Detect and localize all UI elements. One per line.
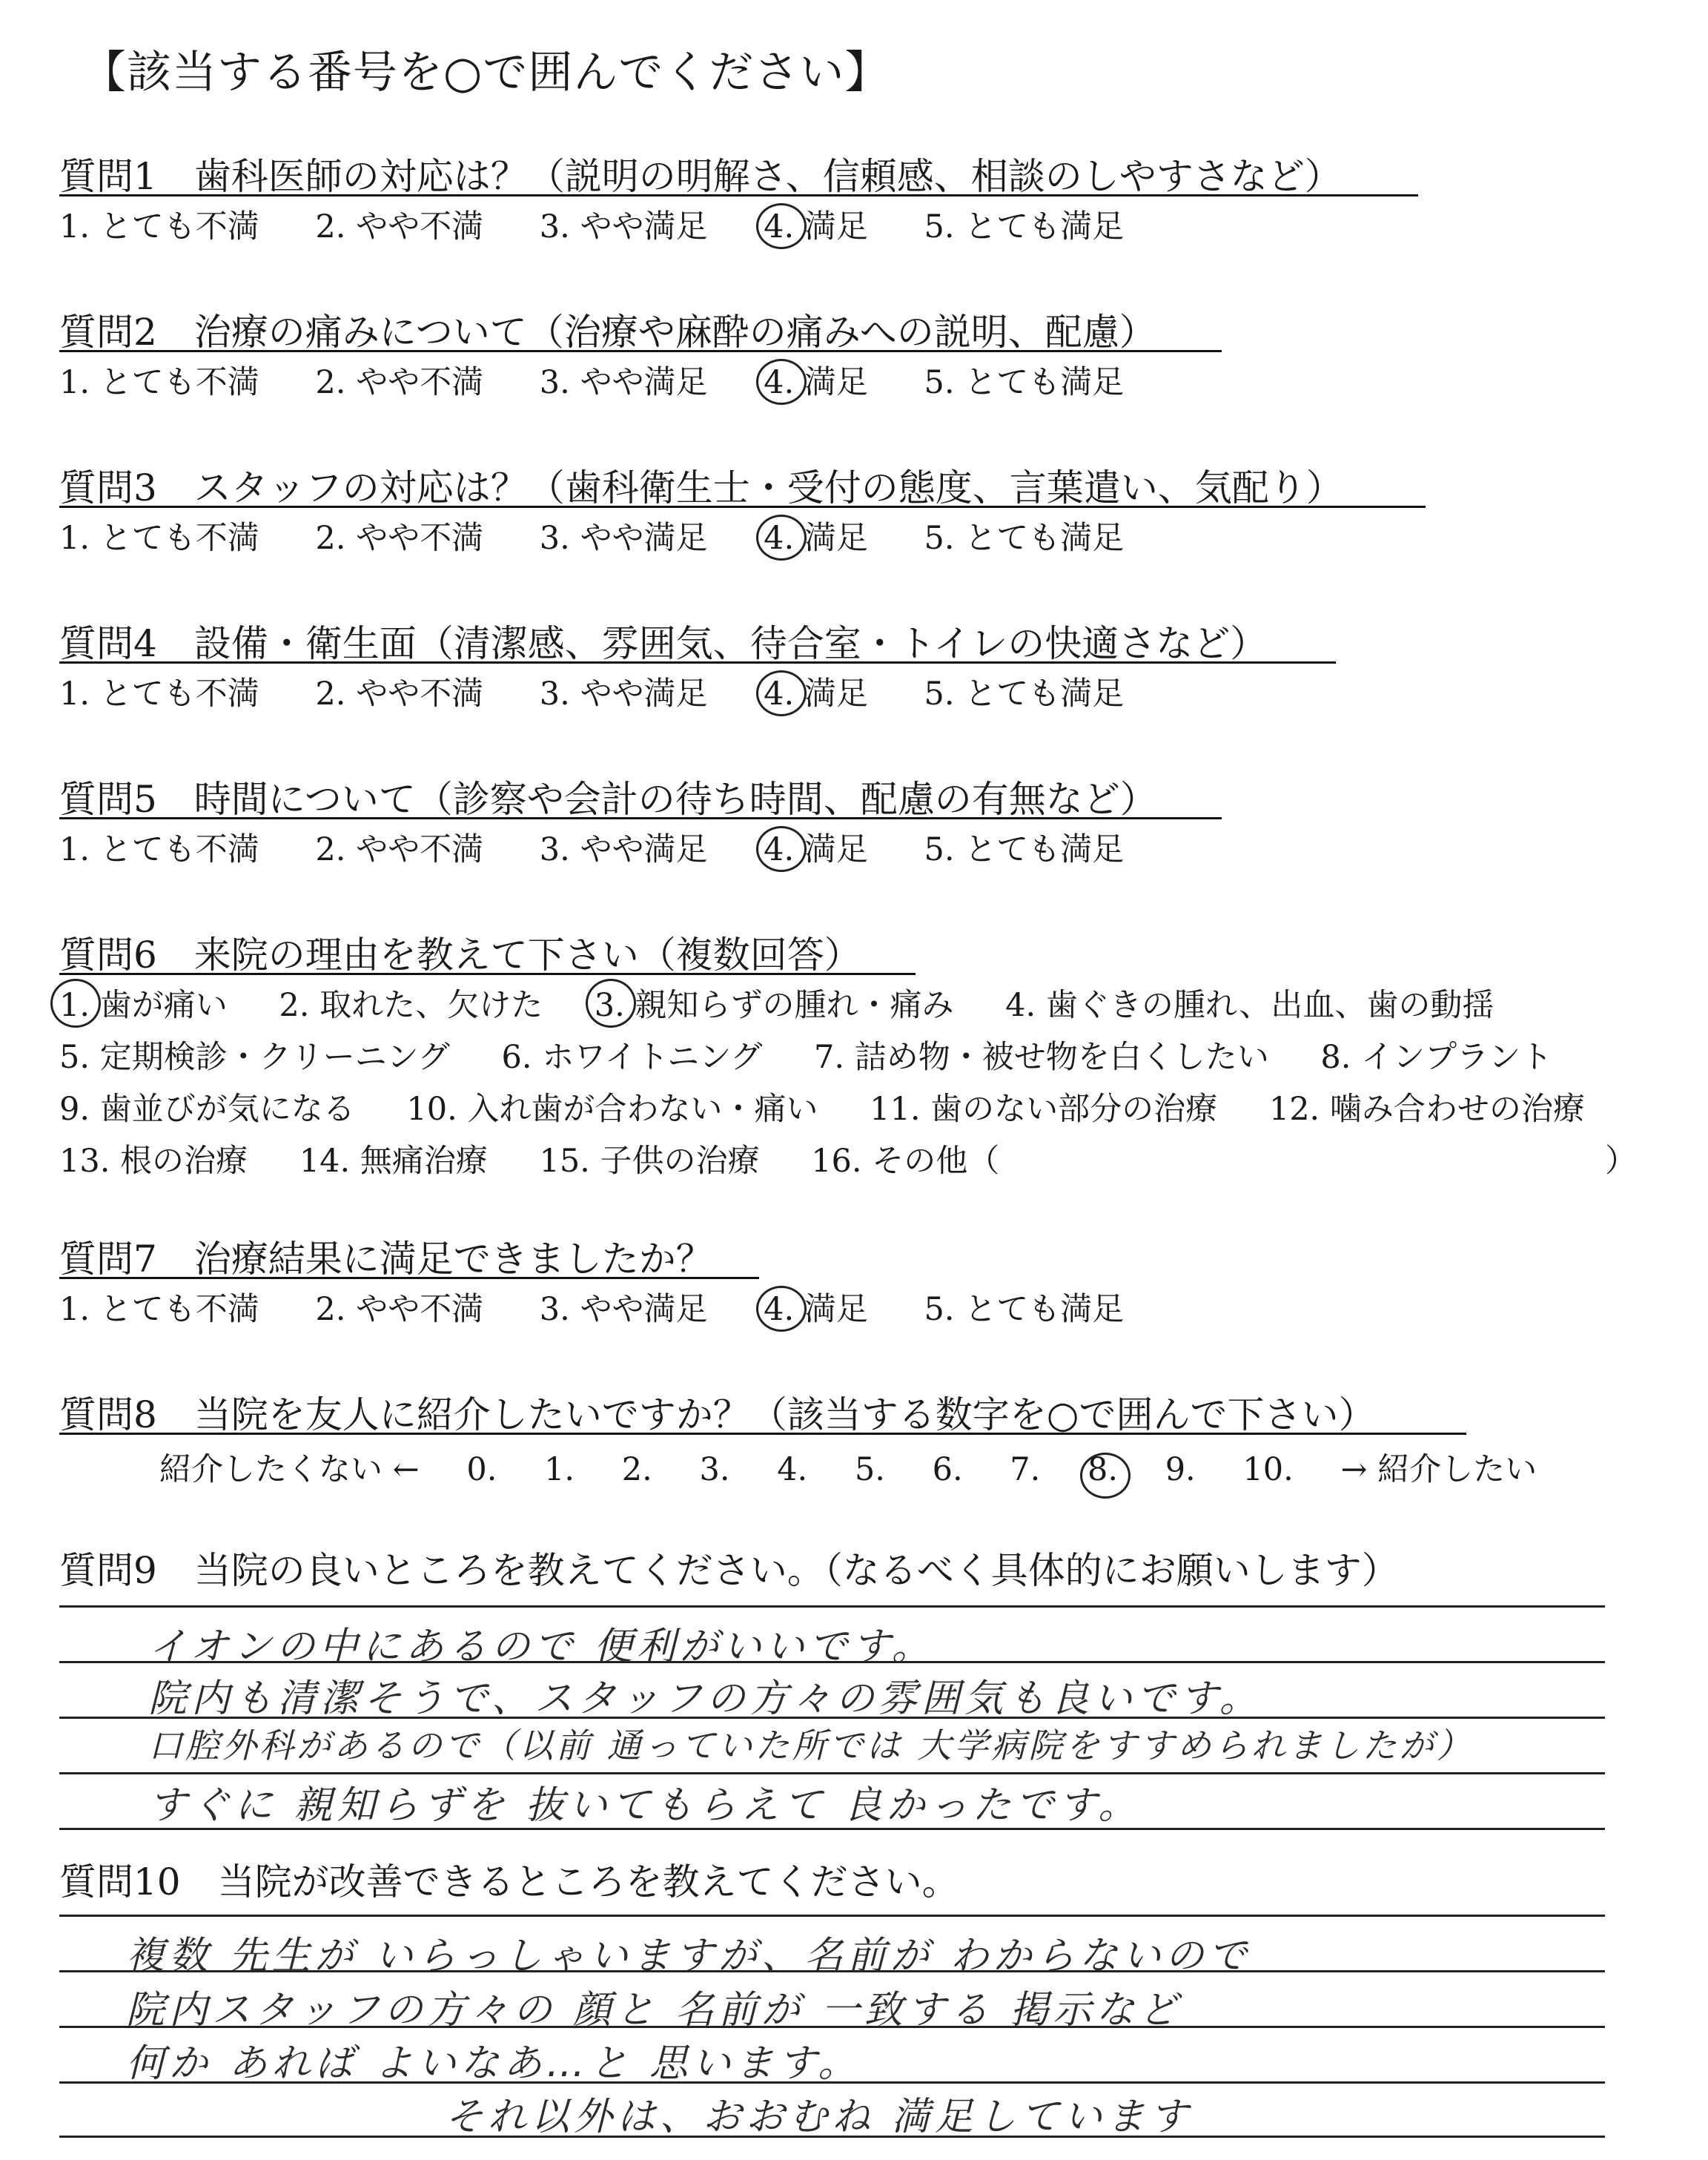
- question-6-underline: [59, 973, 916, 975]
- q7-option-4-circled[interactable]: 4. 満足: [764, 1284, 868, 1330]
- q1-option-1[interactable]: 1. とても不満: [59, 208, 259, 245]
- q9-answer-4: すぐに 親知らずを 抜いてもらえて 良かったです。: [148, 1783, 1142, 1828]
- q6-option-3-circled[interactable]: 3. 親知らずの腫れ・痛み: [595, 980, 954, 1025]
- q8-option-1[interactable]: 1.: [544, 1451, 575, 1488]
- q3-option-4-circled[interactable]: 4. 満足: [764, 513, 868, 558]
- q6-option-14[interactable]: 14. 無痛治療: [299, 1143, 488, 1180]
- q6-row-1: [59, 980, 1535, 1025]
- q3-option-3[interactable]: 3. やや満足: [539, 520, 708, 557]
- q6-option-13[interactable]: 13. 根の治療: [59, 1143, 248, 1180]
- q6-option-15[interactable]: 15. 子供の治療: [539, 1143, 760, 1180]
- q10-answer-line-1: [59, 1915, 1605, 1917]
- q6-row-2: [59, 1032, 1594, 1077]
- question-3-underline: [59, 506, 1426, 508]
- question-8-underline: [59, 1433, 1466, 1435]
- q10-answer-3: 何か あれば よいなあ…と 思います。: [126, 2041, 861, 2086]
- q9-answer-line-1: [59, 1605, 1605, 1608]
- q6-option-5[interactable]: 5. 定期検診・クリーニング: [59, 1039, 450, 1076]
- q1-option-3[interactable]: 3. やや満足: [539, 208, 708, 245]
- question-4: 質問4 設備・衛生面（清潔感、雰囲気、待合室・トイレの快適さなど）: [59, 622, 1268, 665]
- q4-option-4-circled[interactable]: 4. 満足: [764, 669, 868, 714]
- q8-option-2[interactable]: 2.: [621, 1451, 652, 1488]
- page-title: 【該当する番号を○で囲んでください】: [82, 47, 890, 99]
- question-4-underline: [59, 661, 1336, 664]
- q2-option-2[interactable]: 2. やや不満: [315, 364, 484, 401]
- q5-option-5[interactable]: 5. とても満足: [924, 831, 1125, 868]
- q6-other-close-paren: ）: [1605, 1143, 1637, 1180]
- q1-option-5[interactable]: 5. とても満足: [924, 208, 1125, 245]
- question-5-underline: [59, 817, 1222, 819]
- q6-option-1-circled[interactable]: 1. 歯が痛い: [59, 980, 228, 1025]
- q8-option-7[interactable]: 7.: [1010, 1451, 1041, 1488]
- q9-answer-1: イオンの中にあるので 便利がいいです。: [148, 1625, 935, 1669]
- question-10: 質問10 当院が改善できるところを教えてください。: [59, 1860, 959, 1903]
- q5-option-1[interactable]: 1. とても不満: [59, 831, 259, 868]
- question-1-options: [59, 202, 1124, 247]
- question-9: 質問9 当院の良いところを教えてください。（なるべく具体的にお願いします）: [59, 1549, 1399, 1592]
- q2-option-5[interactable]: 5. とても満足: [924, 364, 1125, 401]
- question-2-options: [59, 357, 1124, 403]
- q9-answer-2: 院内も清潔そうで、スタッフの方々の雰囲気も良いです。: [148, 1677, 1262, 1721]
- q6-option-7[interactable]: 7. 詰め物・被せ物を白くしたい: [814, 1039, 1269, 1076]
- q2-option-3[interactable]: 3. やや満足: [539, 364, 708, 401]
- question-7: 質問7 治療結果に満足できましたか？: [59, 1238, 713, 1281]
- question-2-underline: [59, 350, 1222, 352]
- q10-answer-2: 院内スタッフの方々の 顔と 名前が 一致する 掲示など: [126, 1988, 1182, 2032]
- q7-option-3[interactable]: 3. やや満足: [539, 1291, 708, 1328]
- question-8-scale: [159, 1444, 1537, 1490]
- q6-option-16[interactable]: 16. その他（: [811, 1143, 1000, 1180]
- q4-option-1[interactable]: 1. とても不満: [59, 676, 259, 713]
- question-1: 質問1 歯科医師の対応は？（説明の明解さ、信頼感、相談のしやすさなど）: [59, 155, 1342, 198]
- q8-option-10[interactable]: 10.: [1242, 1451, 1294, 1488]
- q8-option-0[interactable]: 0.: [466, 1451, 497, 1488]
- question-2: 質問2 治療の痛みについて（治療や麻酔の痛みへの説明、配慮）: [59, 311, 1156, 354]
- q4-option-3[interactable]: 3. やや満足: [539, 676, 708, 713]
- q8-option-8-circled[interactable]: 8.: [1088, 1451, 1119, 1488]
- q6-row-3: [59, 1084, 1626, 1129]
- q4-option-2[interactable]: 2. やや不満: [315, 676, 484, 713]
- q6-row-4: [59, 1136, 1041, 1181]
- question-3-options: [59, 513, 1124, 558]
- question-7-options: [59, 1284, 1124, 1330]
- q7-option-1[interactable]: 1. とても不満: [59, 1291, 259, 1328]
- q8-option-9[interactable]: 9.: [1165, 1451, 1196, 1488]
- question-6: 質問6 来院の理由を教えて下さい（複数回答）: [59, 934, 861, 977]
- q10-answer-4: それ以外は、おおむね 満足しています: [445, 2095, 1193, 2139]
- q4-option-5[interactable]: 5. とても満足: [924, 676, 1125, 713]
- q8-option-3[interactable]: 3.: [699, 1451, 730, 1488]
- q6-option-4[interactable]: 4. 歯ぐきの腫れ、出血、歯の動揺: [1005, 987, 1494, 1024]
- q6-option-10[interactable]: 10. 入れ歯が合わない・痛い: [406, 1091, 818, 1128]
- q3-option-2[interactable]: 2. やや不満: [315, 520, 484, 557]
- q7-option-5[interactable]: 5. とても満足: [924, 1291, 1125, 1328]
- question-5: 質問5 時間について（診察や会計の待ち時間、配慮の有無など）: [59, 778, 1157, 821]
- q8-option-4[interactable]: 4.: [777, 1451, 808, 1488]
- q7-option-2[interactable]: 2. やや不満: [315, 1291, 484, 1328]
- question-8: 質問8 当院を友人に紹介したいですか？（該当する数字を○で囲んで下さい）: [59, 1393, 1376, 1436]
- q5-option-4-circled[interactable]: 4. 満足: [764, 825, 868, 870]
- q3-option-1[interactable]: 1. とても不満: [59, 520, 259, 557]
- q6-option-11[interactable]: 11. 歯のない部分の治療: [870, 1091, 1218, 1128]
- q2-option-1[interactable]: 1. とても不満: [59, 364, 259, 401]
- q8-option-5[interactable]: 5.: [854, 1451, 885, 1488]
- q5-option-3[interactable]: 3. やや満足: [539, 831, 708, 868]
- q1-option-2[interactable]: 2. やや不満: [315, 208, 484, 245]
- q9-answer-3: 口腔外科があるので（以前 通っていた所では 大学病院をすすめられましたが）: [148, 1725, 1474, 1766]
- q6-option-6[interactable]: 6. ホワイトニング: [501, 1039, 763, 1076]
- question-3: 質問3 スタッフの対応は？（歯科衛生士・受付の態度、言葉遣い、気配り）: [59, 466, 1343, 509]
- q6-option-9[interactable]: 9. 歯並びが気になる: [59, 1091, 355, 1128]
- q6-option-2[interactable]: 2. 取れた、欠けた: [279, 987, 543, 1024]
- q8-option-6[interactable]: 6.: [932, 1451, 963, 1488]
- q8-right-label: → 紹介したい: [1340, 1451, 1537, 1488]
- q3-option-5[interactable]: 5. とても満足: [924, 520, 1125, 557]
- question-4-options: [59, 669, 1124, 714]
- q5-option-2[interactable]: 2. やや不満: [315, 831, 484, 868]
- q2-option-4-circled[interactable]: 4. 満足: [764, 357, 868, 403]
- q6-option-12[interactable]: 12. 噛み合わせの治療: [1268, 1091, 1585, 1128]
- q10-answer-1: 複数 先生が いらっしゃいますが、名前が わからないので: [126, 1934, 1251, 1978]
- question-7-underline: [59, 1277, 759, 1279]
- q8-left-label: 紹介したくない ←: [159, 1451, 420, 1488]
- question-1-underline: [59, 194, 1418, 196]
- q6-option-8[interactable]: 8. インプラント: [1320, 1039, 1553, 1076]
- question-5-options: [59, 825, 1124, 870]
- q1-option-4-circled[interactable]: 4. 満足: [764, 202, 868, 247]
